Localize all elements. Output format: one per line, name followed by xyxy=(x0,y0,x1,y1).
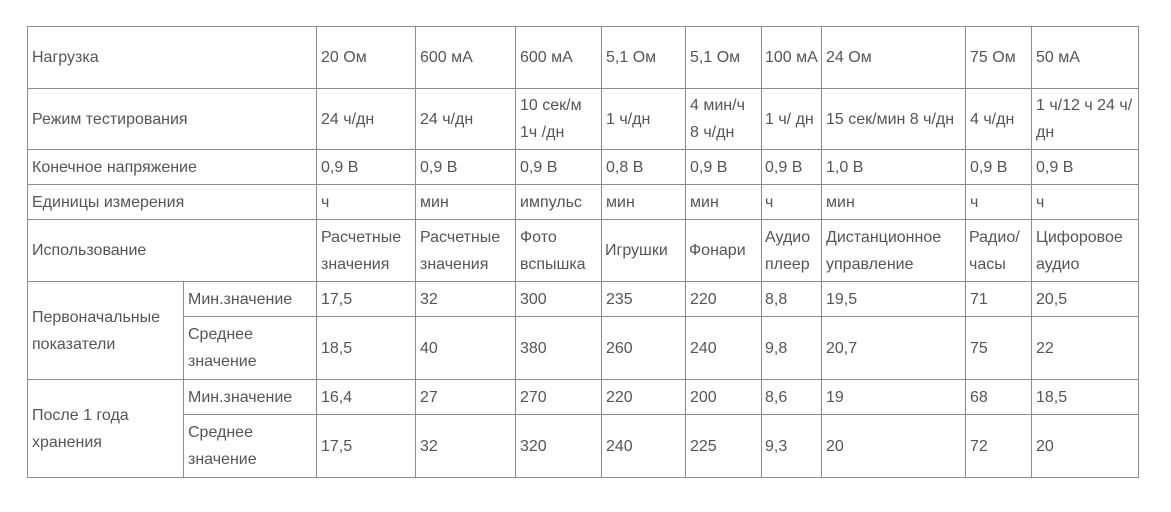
table-row-after-avg xyxy=(28,415,1139,478)
cell-units-5: мин xyxy=(686,185,762,220)
cell-voltage-6: 0,9 В xyxy=(762,150,822,185)
cell-initial-min-2: 32 xyxy=(416,282,516,317)
cell-after-avg-1: 17,5 xyxy=(317,415,416,478)
cell-voltage-2: 0,9 В xyxy=(416,150,516,185)
cell-after-avg-7: 20 xyxy=(822,415,966,478)
cell-initial-min-8: 71 xyxy=(966,282,1032,317)
cell-after-avg-6: 9,3 xyxy=(762,415,822,478)
cell-units-1: ч xyxy=(317,185,416,220)
cell-after-min-6: 8,6 xyxy=(762,380,822,415)
cell-load-8: 75 Ом xyxy=(966,27,1032,89)
cell-initial-avg-8: 75 xyxy=(966,317,1032,380)
cell-initial-min-1: 17,5 xyxy=(317,282,416,317)
cell-initial-min-9: 20,5 xyxy=(1032,282,1139,317)
table-row-initial-min xyxy=(28,282,1139,317)
cell-initial-min-3: 300 xyxy=(516,282,602,317)
cell-initial-min-5: 220 xyxy=(686,282,762,317)
cell-after-min-8: 68 xyxy=(966,380,1032,415)
cell-usage-3: Фото вспышка xyxy=(516,220,602,282)
cell-after-avg-2: 32 xyxy=(416,415,516,478)
cell-units-8: ч xyxy=(966,185,1032,220)
cell-voltage-5: 0,9 В xyxy=(686,150,762,185)
cell-after-min-1: 16,4 xyxy=(317,380,416,415)
row-label-initial-avg: Среднее значение xyxy=(184,317,317,380)
cell-initial-avg-4: 260 xyxy=(602,317,686,380)
cell-after-avg-4: 240 xyxy=(602,415,686,478)
row-group-after-year: После 1 года хранения xyxy=(28,380,184,478)
cell-voltage-8: 0,9 В xyxy=(966,150,1032,185)
cell-initial-avg-6: 9,8 xyxy=(762,317,822,380)
cell-after-min-4: 220 xyxy=(602,380,686,415)
table-row-mode xyxy=(28,89,1139,150)
table-body xyxy=(28,27,1139,478)
cell-usage-8: Радио/ часы xyxy=(966,220,1032,282)
cell-load-5: 5,1 Ом xyxy=(686,27,762,89)
row-label-initial-min: Мин.значение xyxy=(184,282,317,317)
cell-after-avg-9: 20 xyxy=(1032,415,1139,478)
cell-load-3: 600 мА xyxy=(516,27,602,89)
cell-after-min-2: 27 xyxy=(416,380,516,415)
cell-mode-3: 10 сек/м 1ч /дн xyxy=(516,89,602,150)
cell-initial-avg-9: 22 xyxy=(1032,317,1139,380)
cell-mode-7: 15 сек/мин 8 ч/дн xyxy=(822,89,966,150)
cell-usage-1: Расчетные значения xyxy=(317,220,416,282)
cell-initial-avg-7: 20,7 xyxy=(822,317,966,380)
cell-units-7: мин xyxy=(822,185,966,220)
cell-mode-2: 24 ч/дн xyxy=(416,89,516,150)
row-label-voltage: Конечное напряжение xyxy=(28,150,317,185)
cell-usage-9: Цифоровое аудио xyxy=(1032,220,1139,282)
cell-after-avg-8: 72 xyxy=(966,415,1032,478)
table-row-voltage xyxy=(28,150,1139,185)
row-label-after-min: Мин.значение xyxy=(184,380,317,415)
cell-initial-min-7: 19,5 xyxy=(822,282,966,317)
table-row-load xyxy=(28,27,1139,89)
cell-units-3: импульс xyxy=(516,185,602,220)
cell-mode-5: 4 мин/ч 8 ч/дн xyxy=(686,89,762,150)
cell-initial-avg-3: 380 xyxy=(516,317,602,380)
table-row-initial-avg xyxy=(28,317,1139,380)
row-label-usage: Использование xyxy=(28,220,317,282)
cell-mode-1: 24 ч/дн xyxy=(317,89,416,150)
cell-units-2: мин xyxy=(416,185,516,220)
table-row-after-min xyxy=(28,380,1139,415)
cell-voltage-3: 0,9 В xyxy=(516,150,602,185)
table-row-usage xyxy=(28,220,1139,282)
cell-mode-6: 1 ч/ дн xyxy=(762,89,822,150)
cell-initial-min-4: 235 xyxy=(602,282,686,317)
cell-initial-min-6: 8,8 xyxy=(762,282,822,317)
row-label-units: Единицы измерения xyxy=(28,185,317,220)
cell-usage-2: Расчетные значения xyxy=(416,220,516,282)
cell-initial-avg-2: 40 xyxy=(416,317,516,380)
cell-voltage-4: 0,8 В xyxy=(602,150,686,185)
cell-load-4: 5,1 Ом xyxy=(602,27,686,89)
cell-initial-avg-1: 18,5 xyxy=(317,317,416,380)
cell-after-avg-5: 225 xyxy=(686,415,762,478)
cell-usage-6: Аудио плеер xyxy=(762,220,822,282)
row-label-mode: Режим тестирования xyxy=(28,89,317,150)
cell-load-9: 50 мА xyxy=(1032,27,1139,89)
cell-after-min-3: 270 xyxy=(516,380,602,415)
cell-usage-5: Фонари xyxy=(686,220,762,282)
cell-after-min-9: 18,5 xyxy=(1032,380,1139,415)
cell-load-2: 600 мА xyxy=(416,27,516,89)
cell-units-9: ч xyxy=(1032,185,1139,220)
battery-test-table xyxy=(27,26,1139,478)
cell-initial-avg-5: 240 xyxy=(686,317,762,380)
table-row-units xyxy=(28,185,1139,220)
cell-load-6: 100 мА xyxy=(762,27,822,89)
cell-mode-9: 1 ч/12 ч 24 ч/дн xyxy=(1032,89,1139,150)
cell-voltage-1: 0,9 В xyxy=(317,150,416,185)
cell-units-6: ч xyxy=(762,185,822,220)
cell-usage-4: Игрушки xyxy=(602,220,686,282)
cell-mode-8: 4 ч/дн xyxy=(966,89,1032,150)
cell-voltage-7: 1,0 В xyxy=(822,150,966,185)
row-label-after-avg: Среднее значение xyxy=(184,415,317,478)
cell-after-min-7: 19 xyxy=(822,380,966,415)
cell-load-7: 24 Ом xyxy=(822,27,966,89)
row-label-load: Нагрузка xyxy=(28,27,317,89)
cell-voltage-9: 0,9 В xyxy=(1032,150,1139,185)
cell-usage-7: Дистанционное управление xyxy=(822,220,966,282)
cell-mode-4: 1 ч/дн xyxy=(602,89,686,150)
row-group-initial: Первоначальные показатели xyxy=(28,282,184,380)
cell-load-1: 20 Ом xyxy=(317,27,416,89)
cell-after-min-5: 200 xyxy=(686,380,762,415)
cell-after-avg-3: 320 xyxy=(516,415,602,478)
cell-units-4: мин xyxy=(602,185,686,220)
